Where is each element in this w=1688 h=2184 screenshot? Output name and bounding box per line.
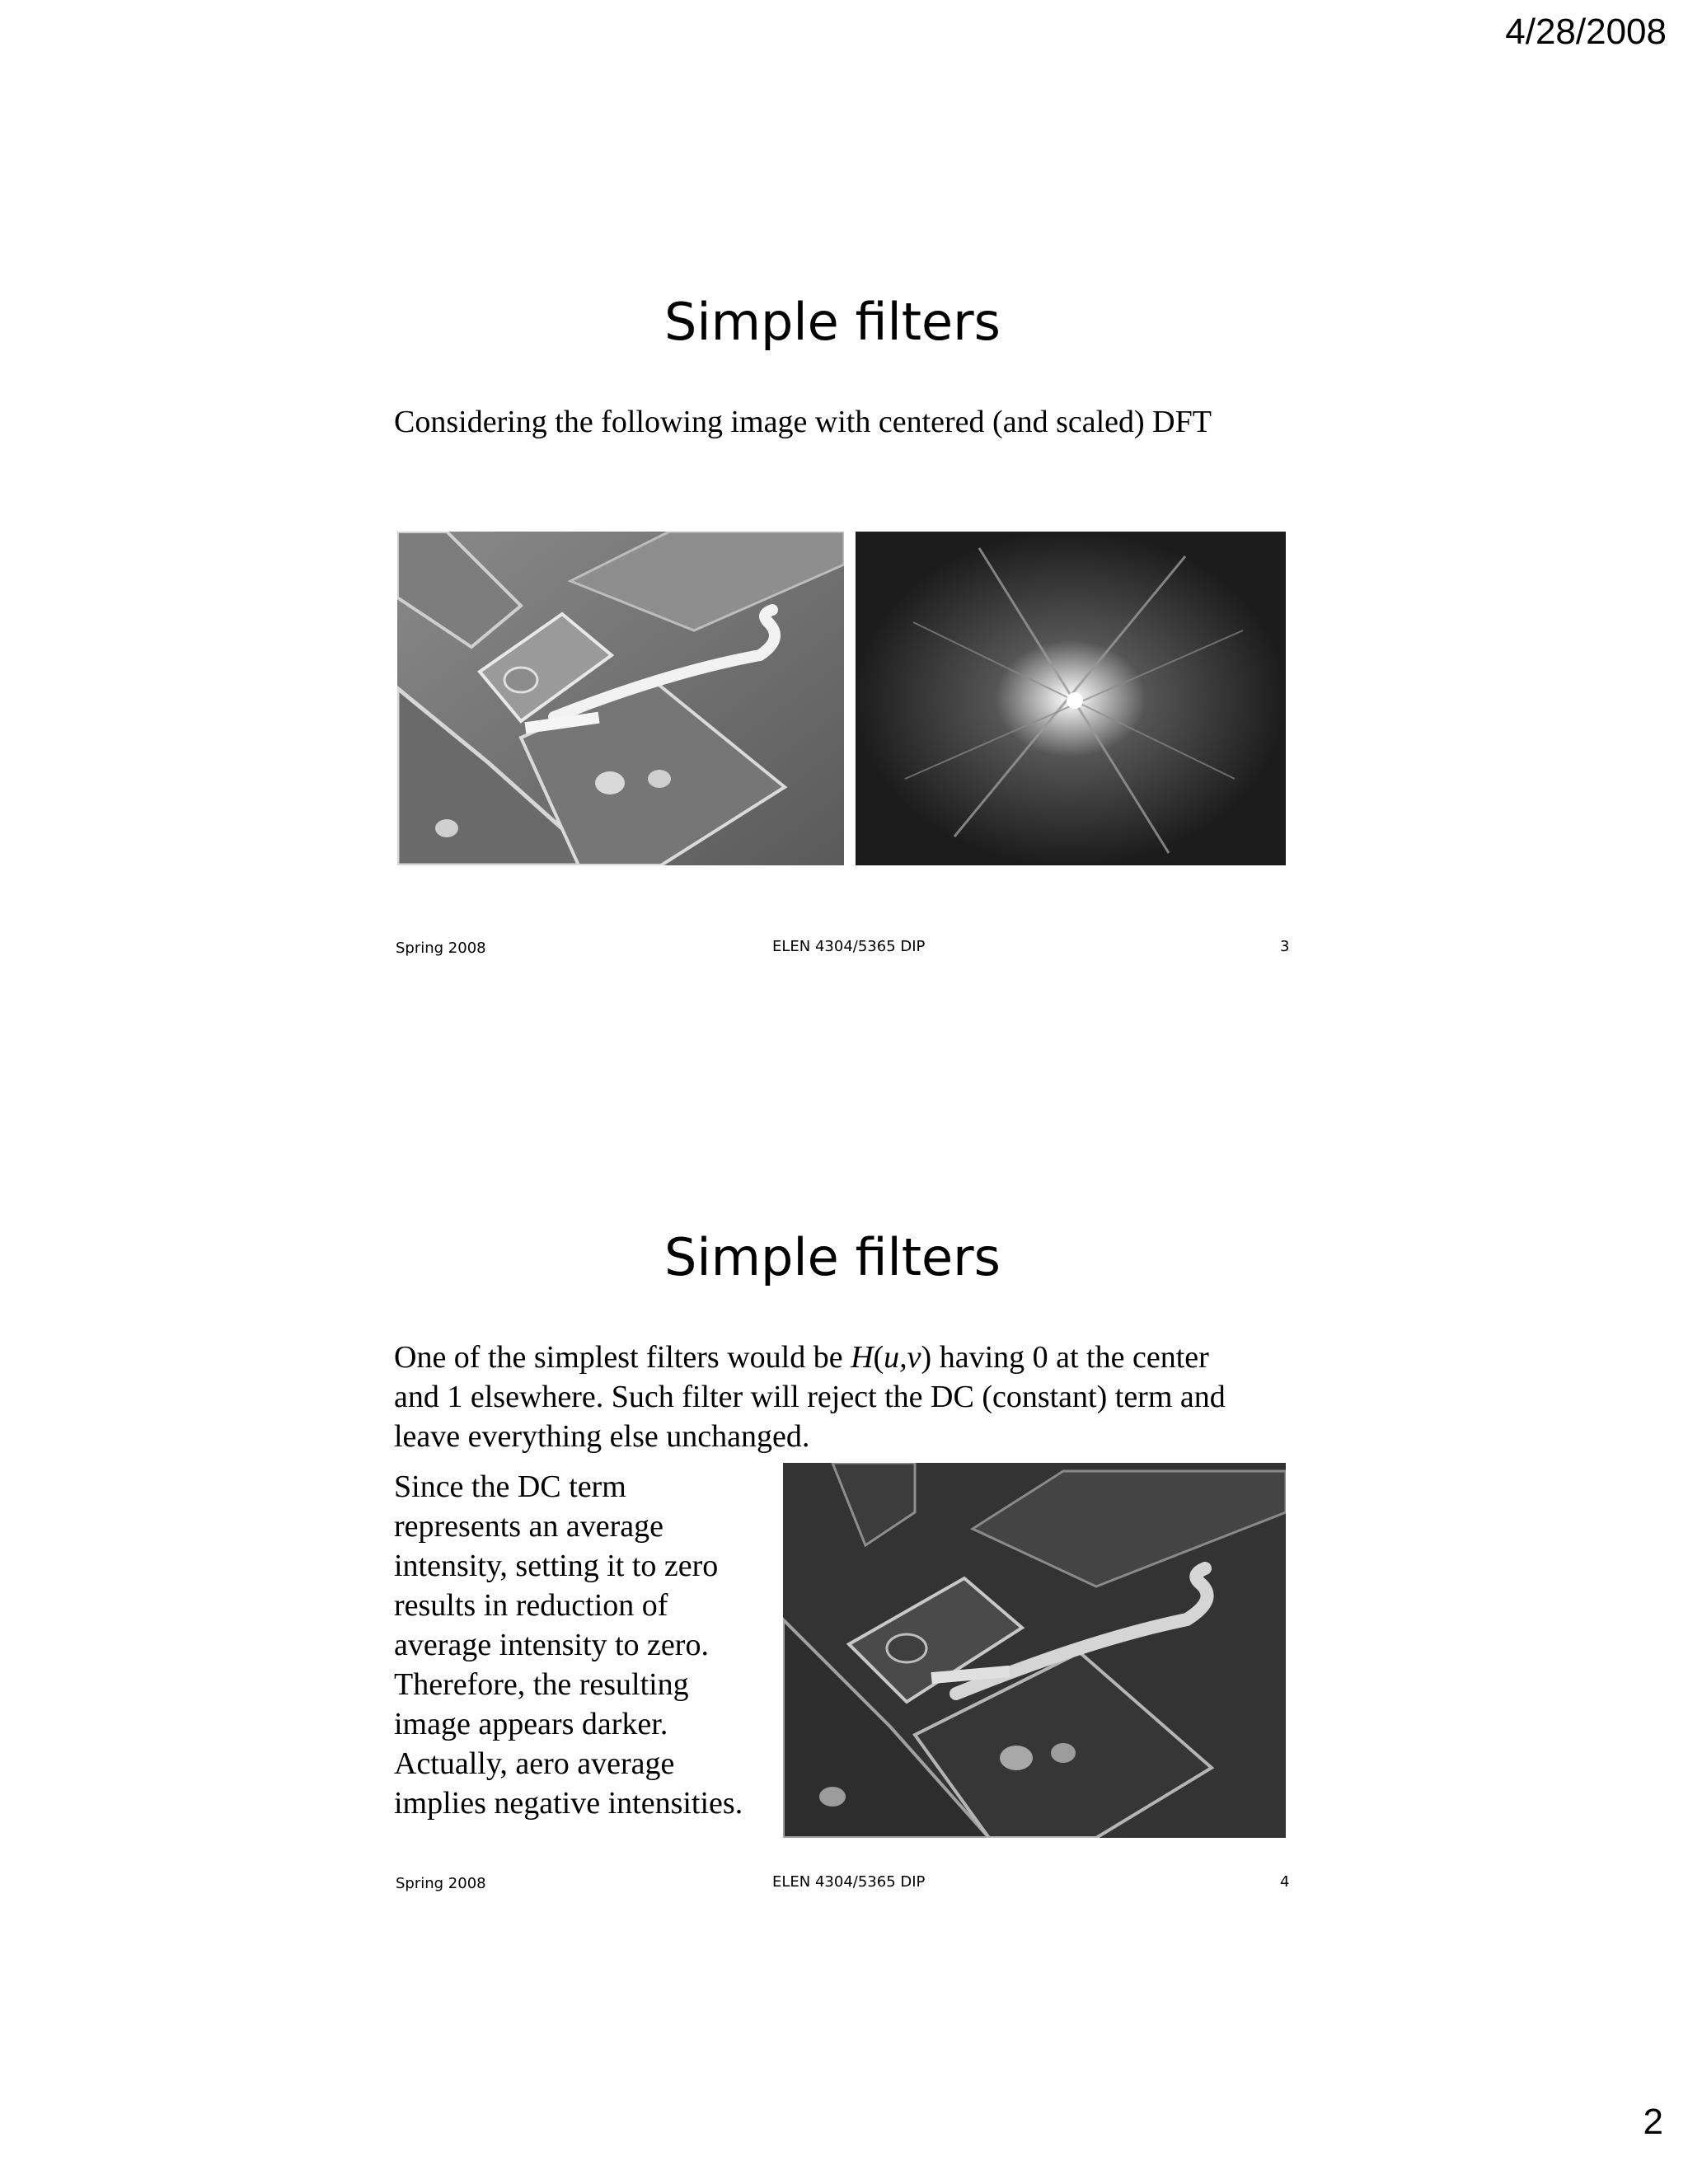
slide-footer-center: ELEN 4304/5365 DIP	[772, 938, 926, 955]
page-date: 4/28/2008	[1505, 12, 1667, 52]
slide-body-text: Considering the following image with centered (and scaled) DFT	[394, 405, 1212, 439]
slide-title: Simple filters	[664, 292, 1001, 352]
slide-body-text	[394, 1338, 1317, 1456]
side-line: Therefore, the resulting	[394, 1667, 689, 1702]
slide-title: Simple filters	[664, 1227, 1001, 1287]
side-line: results in reduction of	[394, 1588, 668, 1623]
body-line: One of the simplest filters would be H(u,v) having 0 at the center	[394, 1340, 1209, 1375]
side-line: Since the DC term	[394, 1469, 626, 1504]
side-explanation-text	[394, 1467, 773, 1823]
side-line: average intensity to zero.	[394, 1628, 709, 1662]
slide-number: 4	[1280, 1873, 1290, 1891]
slide-footer-left: Spring 2008	[396, 940, 486, 957]
filtered-sem-image	[783, 1463, 1286, 1838]
slide-3	[387, 280, 1319, 972]
slide-4	[387, 1216, 1319, 1908]
side-line: implies negative intensities.	[394, 1786, 743, 1821]
side-line: Actually, aero average	[394, 1746, 675, 1781]
sem-circuit-image	[397, 532, 844, 865]
body-line: leave everything else unchanged.	[394, 1419, 810, 1454]
side-line: image appears darker.	[394, 1707, 668, 1741]
dft-spectrum-image	[856, 532, 1286, 865]
slide-footer-left: Spring 2008	[396, 1875, 486, 1892]
side-line: represents an average	[394, 1509, 664, 1544]
body-line: and 1 elsewhere. Such filter will reject the DC (constant) term and	[394, 1380, 1226, 1414]
slide-footer-center: ELEN 4304/5365 DIP	[772, 1873, 926, 1891]
side-line: intensity, setting it to zero	[394, 1549, 719, 1583]
page-number: 2	[1643, 2102, 1663, 2142]
slide-number: 3	[1280, 938, 1290, 955]
